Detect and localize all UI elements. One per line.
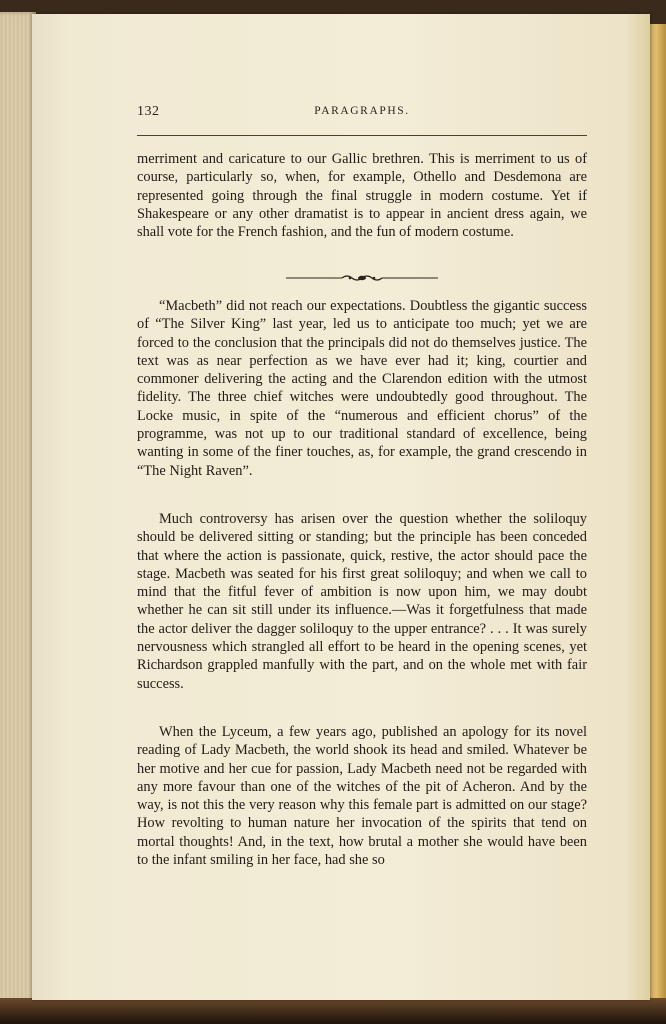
paragraph-text: merriment and caricature to our Gallic brethren. This is merriment to us of course, particularly so, when, for example, Othello and Desdemona are represented going through the final struggle in modern costume. Yet if Shakespeare or any other dramatist is to appear in ancient dress again, we shall vote for the French fashion, and the fun of modern costume. <box>137 151 587 241</box>
section-divider-ornament <box>284 270 440 284</box>
paragraph-soliloquy <box>137 510 587 693</box>
running-title: PARAGRAPHS. <box>314 105 410 117</box>
paragraph-lady-macbeth <box>137 723 587 869</box>
book-cover-bottom <box>0 998 666 1024</box>
gilt-page-edge <box>650 24 666 1000</box>
paragraph-text: “Macbeth” did not reach our expectations. Doubtless the gigantic success of “The Silver King” last year, led us to anticipate too much; yet we are forced to the conclusion that the principals did not do themselves justice. The text was as near perfection as we have ever had it; king, courtier and commoner delivering the acting and the Clarendon edition with the utmost fidelity. The three chief witches were undoubtedly good throughout. The Locke music, in spite of the “numerous and efficient chorus” of the programme, was not up to our traditional standard of excellence, being wanting in some of the finer touches, as, for example, the grand crescendo in “The Night Raven”. <box>137 298 587 479</box>
paragraph-continuation <box>137 150 587 241</box>
paragraph-text: Much controversy has arisen over the question whether the soliloquy should be delivered sitting or standing; but the principle has been conceded that where the action is passionate, quick, restive, the actor should pace the stage. Macbeth was seated for his first great soliloquy; and when we call to mind that the fitful fever of ambition is now upon him, we may doubt whether he can sit still under its influence.—Was it forgetfulness that made the actor deliver the dagger soliloquy to the upper entrance? . . . It was surely nervousness which strangled all effort to be heard in the opening scenes, yet Richardson grappled manfully with the part, and on the whole met with fair success. <box>137 511 587 692</box>
page-number: 132 <box>137 104 160 119</box>
paragraph-macbeth-review <box>137 297 587 480</box>
book-spine-gutter <box>0 12 36 1012</box>
paragraph-text: When the Lyceum, a few years ago, published an apology for its novel reading of Lady Macbeth, the world shook its head and smiled. Whatever be her motive and her cue for passion, Lady Macbeth need not be regarded with any more favour than one of the witches of the pit of Acheron. And by the way, is not this the very reason why this female part is admitted on our stage? How revolting to human nature her invocation of the spirits that tend on mortal thoughts! And, in the text, how brutal a mother she would have been to the infant smiling in her face, had she so <box>137 724 587 869</box>
page-header <box>137 104 587 124</box>
header-rule <box>137 135 587 136</box>
